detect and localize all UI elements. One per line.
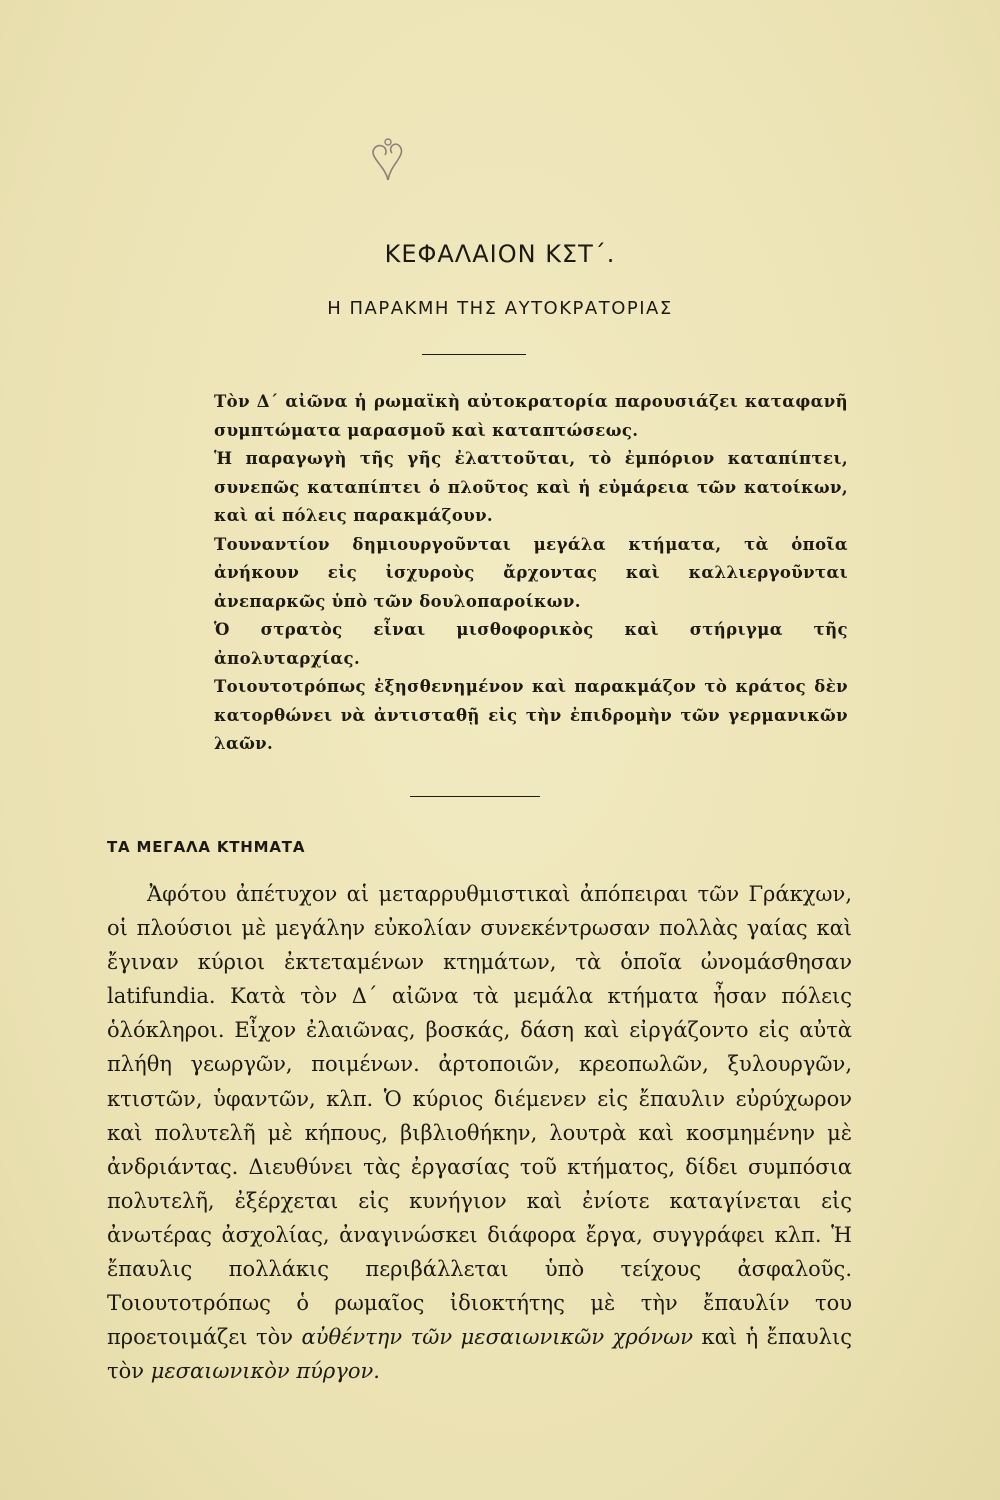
chapter-summary <box>214 388 848 759</box>
italic-phrase: αὐθέντην τῶν μεσαιωνικῶν χρόνων <box>301 1325 693 1350</box>
body-paragraph-main: Ἀφότου ἀπέτυχον αἱ μεταρρυθμιστικαὶ ἀπόπειραι τῶν Γράκχων, οἱ πλούσιοι μὲ μεγάλην εὐκολίαν συνεκέντρωσαν πολλὰς γαίας καὶ ἔγιναν κύριοι ἐκτεταμένων κτημάτων, τὰ ὁποῖα ὠνομάσθησαν latifundia. Κατὰ τὸν Δ΄ αἰῶνα τὰ μεμάλα κτήματα ἦσαν πόλεις ὁλόκληροι. Εἶχον ἐλαιῶνας, βοσκάς, δάση καὶ εἰργάζοντο εἰς αὐτὰ πλήθη γεωργῶν, ποιμένων. ἀρτοποιῶν, κρεοπωλῶν, ξυλουργῶν, κτιστῶν, ὑφαντῶν, κλπ. Ὁ κύριος διέμενεν εἰς ἔπαυλιν εὐρύχωρον καὶ πολυτελῆ μὲ κήπους, βιβλιοθήκην, λουτρὰ καὶ κοσμημένην μὲ ἀνδριάντας. Διευθύνει τὰς ἐργασίας τοῦ κτήματος, δίδει συμπόσια πολυτελῆ, ἐξέρχεται εἰς κυνήγιον καὶ ἐνίοτε καταγίνεται εἰς ἀνωτέρας ἀσχολίας, ἀναγινώσκει διάφορα ἔργα, συγγράφει κλπ. Ἡ ἔπαυλις πολλάκις περιβάλλεται ὑπὸ τείχους ἀσφαλοῦς. Τοιουτοτρόπως ὁ ρωμαῖος ἰδιοκτήτης μὲ τὴν ἔπαυλίν του προετοιμάζει τὸν <box>107 882 852 1350</box>
body-text <box>107 877 852 1388</box>
divider-top <box>422 354 526 355</box>
summary-paragraph: Τοιουτοτρόπως ἐξησθενημένον καὶ παρακμάζον τὸ κράτος δὲν κατορθώνει νὰ ἀντισταθῇ εἰς τὴν ἐπιδρομὴν τῶν γερμανικῶν λαῶν. <box>214 677 848 753</box>
summary-paragraph: Τὸν Δ΄ αἰῶνα ἡ ρωμαϊκὴ αὐτοκρατορία παρουσιάζει καταφανῆ συμπτώματα μαρασμοῦ καὶ καταπτώσεως. <box>214 392 848 440</box>
section-heading: ΤΑ ΜΕΓΑΛΑ ΚΤΗΜΑΤΑ <box>107 838 306 856</box>
body-paragraph <box>107 877 852 1388</box>
chapter-subtitle: Η ΠΑΡΑΚΜΗ ΤΗΣ ΑΥΤΟΚΡΑΤΟΡΙΑΣ <box>327 298 673 319</box>
chapter-title: ΚΕΦΑΛΑΙΟΝ ΚΣΤ΄. <box>384 240 616 268</box>
body-connector: καὶ ἡ ἔπαυλις τὸν <box>107 1325 852 1384</box>
summary-paragraph: Ὁ στρατὸς εἶναι μισθοφορικὸς καὶ στήριγμα τῆς ἀπολυταρχίας. <box>214 620 848 668</box>
italic-phrase: μεσαιωνικὸν πύργον. <box>150 1359 380 1384</box>
floral-ornament-icon <box>368 132 408 182</box>
summary-paragraph: Τουναντίον δημιουργοῦνται μεγάλα κτήματα, τὰ ὁποῖα ἀνήκουν εἰς ἰσχυροὺς ἄρχοντας καὶ καλλιεργοῦνται ἀνεπαρκῶς ὑπὸ τῶν δουλοπαροίκων. <box>214 534 848 611</box>
divider-middle <box>410 796 540 797</box>
summary-paragraph: Ἡ παραγωγὴ τῆς γῆς ἐλαττοῦται, τὸ ἐμπόριον καταπίπτει, συνεπῶς καταπίπτει ὁ πλοῦτος καὶ ἡ εὐμάρεια τῶν κατοίκων, καὶ αἱ πόλεις παρακμάζουν. <box>214 449 848 525</box>
